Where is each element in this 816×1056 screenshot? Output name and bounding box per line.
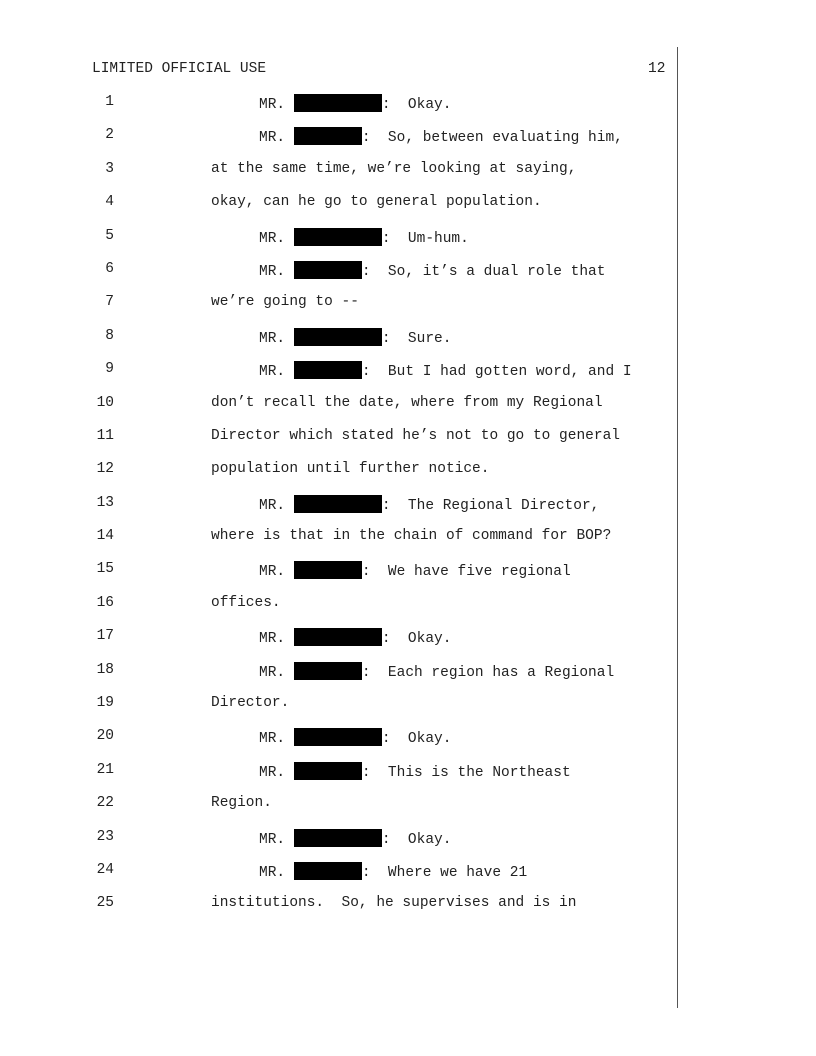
speaker-prefix: MR.: [259, 263, 286, 280]
continuation-text: population until further notice.: [211, 461, 490, 478]
transcript-line: [0, 889, 816, 922]
speech-text: : The Regional Director,: [381, 497, 600, 514]
redaction-box: [294, 228, 382, 246]
line-number: 23: [96, 828, 114, 845]
line-number: 5: [105, 227, 114, 244]
transcript-line: [0, 355, 816, 388]
line-number: 16: [96, 594, 114, 611]
continuation-text: Director which stated he’s not to go to general: [211, 427, 620, 444]
speaker-line: [259, 361, 632, 380]
transcript-line: [0, 389, 816, 422]
line-number: 2: [105, 127, 114, 144]
redaction-box: [294, 328, 382, 346]
speech-text: : Um-hum.: [381, 230, 469, 247]
redaction-box: [294, 561, 362, 579]
speaker-line: [259, 261, 605, 280]
line-number: 10: [96, 394, 114, 411]
transcript-line: [0, 656, 816, 689]
speaker-line: [259, 328, 451, 347]
line-number: 15: [96, 561, 114, 578]
speaker-prefix: MR.: [259, 364, 286, 381]
line-number: 9: [105, 361, 114, 378]
transcript-line: [0, 422, 816, 455]
continuation-text: where is that in the chain of command for BOP?: [211, 528, 612, 545]
transcript-line: [0, 555, 816, 588]
speaker-line: [259, 561, 571, 580]
speech-text: : Okay.: [381, 631, 452, 648]
transcript-line: [0, 489, 816, 522]
line-number: 25: [96, 895, 114, 912]
transcript-line: [0, 88, 816, 121]
continuation-text: offices.: [211, 594, 281, 611]
continuation-text: at the same time, we’re looking at saying,: [211, 160, 577, 177]
speaker-prefix: MR.: [259, 97, 286, 113]
speech-text: : Okay.: [381, 731, 452, 748]
speech-text: : We have five regional: [361, 564, 571, 581]
speech-text: : Okay.: [381, 97, 452, 113]
speaker-line: [259, 829, 451, 848]
redaction-box: [294, 361, 362, 379]
continuation-text: Region.: [211, 795, 272, 812]
speaker-prefix: MR.: [259, 564, 286, 581]
transcript-line: [0, 789, 816, 822]
transcript-line: [0, 188, 816, 221]
line-number: 14: [96, 528, 114, 545]
line-number: 13: [96, 494, 114, 511]
speaker-prefix: MR.: [259, 631, 286, 648]
redaction-box: [294, 662, 362, 680]
transcript-line: [0, 589, 816, 622]
transcript-line: [0, 756, 816, 789]
speaker-line: [259, 94, 451, 113]
speaker-prefix: MR.: [259, 864, 286, 881]
speaker-line: [259, 862, 527, 881]
speaker-prefix: MR.: [259, 664, 286, 681]
speaker-line: [259, 228, 469, 247]
line-number: 18: [96, 661, 114, 678]
line-number: 12: [96, 461, 114, 478]
speech-text: : Each region has a Regional: [361, 664, 615, 681]
transcript-line: [0, 823, 816, 856]
transcript-line: [0, 689, 816, 722]
line-number: 1: [105, 94, 114, 110]
speaker-prefix: MR.: [259, 130, 286, 147]
speaker-prefix: MR.: [259, 731, 286, 748]
speaker-line: [259, 127, 623, 146]
transcript-line: [0, 322, 816, 355]
transcript-body: [0, 88, 816, 923]
transcript-line: [0, 622, 816, 655]
speech-text: : Okay.: [381, 831, 452, 848]
transcript-line: [0, 722, 816, 755]
speech-text: : This is the Northeast: [361, 764, 571, 781]
page-number: 12: [648, 61, 666, 77]
line-number: 17: [96, 628, 114, 645]
redaction-box: [294, 628, 382, 646]
line-number: 3: [105, 160, 114, 177]
speaker-line: [259, 495, 599, 514]
header-classification: LIMITED OFFICIAL USE: [92, 61, 267, 77]
continuation-text: we’re going to --: [211, 294, 359, 311]
speaker-line: [259, 662, 614, 681]
continuation-text: okay, can he go to general population.: [211, 194, 542, 211]
transcript-line: [0, 288, 816, 321]
continuation-text: institutions. So, he supervises and is in: [211, 895, 577, 912]
line-number: 24: [96, 861, 114, 878]
redaction-box: [294, 261, 362, 279]
continuation-text: Director.: [211, 695, 290, 712]
continuation-text: don’t recall the date, where from my Regional: [211, 394, 603, 411]
redaction-box: [294, 495, 382, 513]
transcript-line: [0, 155, 816, 188]
transcript-line: [0, 522, 816, 555]
speech-text: : But I had gotten word, and I: [361, 364, 632, 381]
redaction-box: [294, 829, 382, 847]
line-number: 22: [96, 795, 114, 812]
speech-text: : Sure.: [381, 330, 452, 347]
transcript-line: [0, 222, 816, 255]
line-number: 19: [96, 695, 114, 712]
line-number: 11: [96, 427, 114, 444]
transcript-line: [0, 255, 816, 288]
redaction-box: [294, 862, 362, 880]
speaker-line: [259, 728, 451, 747]
line-number: 4: [105, 194, 114, 211]
redaction-box: [294, 127, 362, 145]
line-number: 6: [105, 260, 114, 277]
line-number: 20: [96, 728, 114, 745]
redaction-box: [294, 94, 382, 112]
line-number: 8: [105, 327, 114, 344]
transcript-line: [0, 455, 816, 488]
speaker-prefix: MR.: [259, 831, 286, 848]
speaker-prefix: MR.: [259, 764, 286, 781]
line-number: 21: [96, 761, 114, 778]
speaker-prefix: MR.: [259, 497, 286, 514]
redaction-box: [294, 728, 382, 746]
redaction-box: [294, 762, 362, 780]
transcript-line: [0, 856, 816, 889]
speaker-prefix: MR.: [259, 230, 286, 247]
line-number: 7: [105, 294, 114, 311]
speaker-line: [259, 762, 571, 781]
speaker-prefix: MR.: [259, 330, 286, 347]
speech-text: : So, between evaluating him,: [361, 130, 623, 147]
speech-text: : So, it’s a dual role that: [361, 263, 606, 280]
speech-text: : Where we have 21: [361, 864, 528, 881]
speaker-line: [259, 628, 451, 647]
transcript-line: [0, 121, 816, 154]
